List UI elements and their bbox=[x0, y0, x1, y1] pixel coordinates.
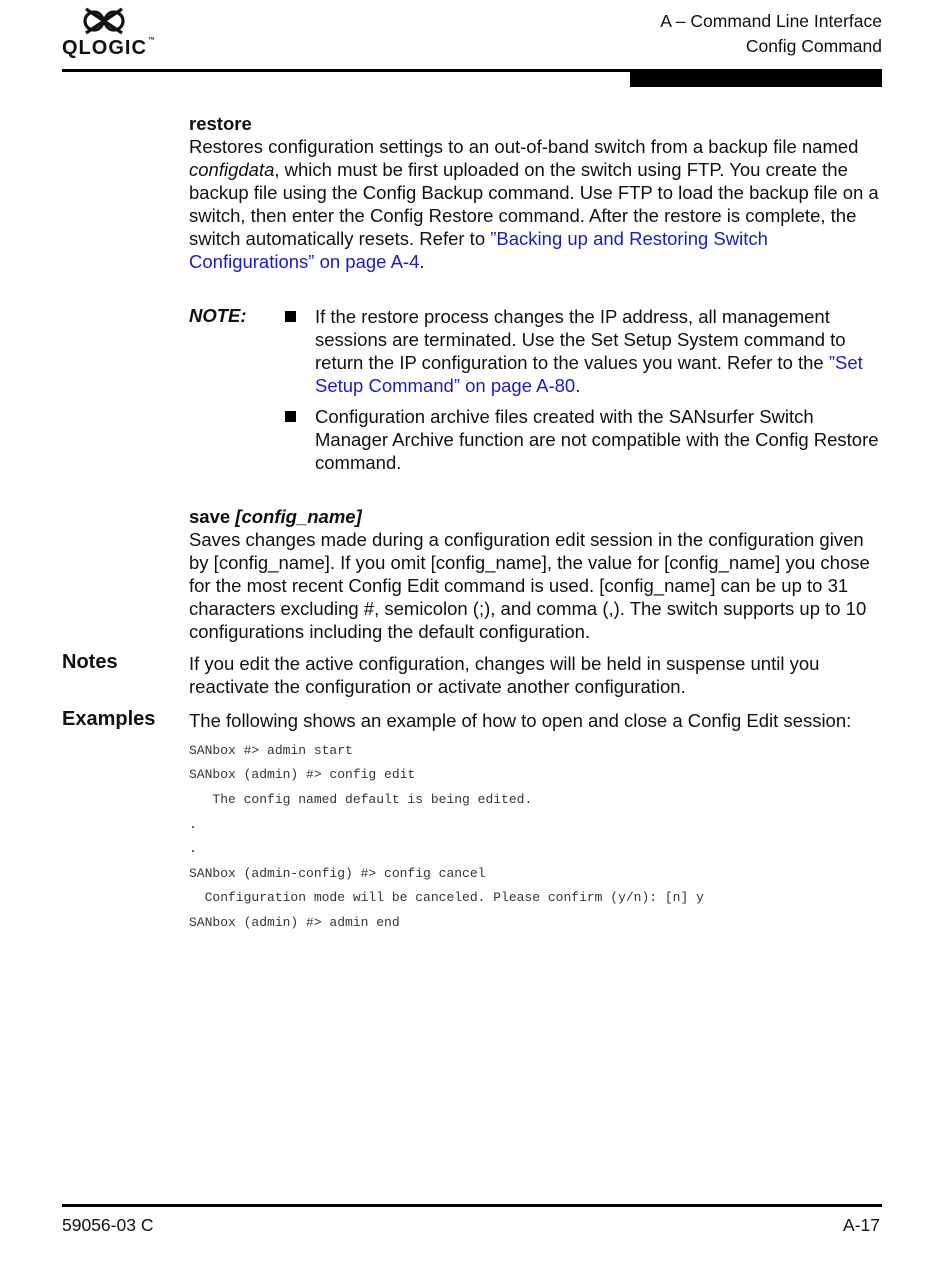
save-description: Saves changes made during a configuration edit session in the configuration given by [config_name]. If you omit [config_name], the value for [config_name] you chose for the most recent Config Edit command is used. [config_name] can be up to 31 characters excluding #, semicolon (;), and comma (,). The switch supports up to 10 configurations including the default configuration. bbox=[189, 529, 870, 642]
page-number: A-17 bbox=[843, 1215, 880, 1235]
header-section: Config Command bbox=[745, 36, 882, 56]
restore-section bbox=[189, 112, 882, 273]
qlogic-logo bbox=[62, 6, 156, 60]
note-bullet-2: Configuration archive files created with the SANsurfer Switch Manager Archive function are not compatible with the Config Restore command. bbox=[285, 405, 882, 474]
header-chapter: A – Command Line Interface bbox=[660, 11, 882, 31]
running-header bbox=[660, 9, 882, 59]
bullet-square-icon bbox=[285, 311, 296, 322]
code-line: SANbox (admin-config) #> config cancel bbox=[189, 866, 486, 881]
bullet-square-icon bbox=[285, 411, 296, 422]
notes-heading: Notes bbox=[62, 651, 118, 673]
qlogic-logo-icon bbox=[82, 7, 126, 35]
restore-description: Restores configuration settings to an out-of-band switch from a backup file named configdata, which must be first uploaded on the switch using FTP. You create the backup file using the Config Backup command. Use FTP to load the backup file on a switch, then enter the Config Restore command. After the restore is complete, the switch automatically resets. Refer to ”Backing up and Restoring Switch Configurations” on page A-4. bbox=[189, 136, 879, 272]
note-bullet-1: If the restore process changes the IP address, all management sessions are terminated. Use the Set Setup System command to return the IP configuration to the values you want. Refer to the ”Set Setup Command” on page A-80. bbox=[285, 305, 882, 397]
examples-heading: Examples bbox=[62, 708, 156, 730]
code-line: . bbox=[189, 817, 197, 832]
save-term: save [config_name] bbox=[189, 506, 362, 527]
set-setup-link[interactable]: ”Set Setup Command” on page A-80 bbox=[315, 352, 863, 396]
code-line: The config named default is being edited. bbox=[189, 792, 533, 807]
code-line: SANbox (admin) #> admin end bbox=[189, 915, 400, 930]
header-bar bbox=[630, 72, 882, 87]
code-line: SANbox #> admin start bbox=[189, 743, 353, 758]
note-label: NOTE: bbox=[189, 305, 247, 326]
save-section bbox=[189, 505, 882, 643]
document-number: 59056-03 C bbox=[62, 1215, 154, 1235]
code-line: . bbox=[189, 841, 197, 856]
logo-wordmark: QLOGIC™ bbox=[62, 37, 156, 59]
notes-text: If you edit the active configuration, changes will be held in suspense until you reactivate the configuration or activate another configuration. bbox=[189, 653, 820, 697]
backup-restore-link[interactable]: ”Backing up and Restoring Switch Configurations” on page A-4 bbox=[189, 228, 768, 272]
code-line: Configuration mode will be canceled. Please confirm (y/n): [n] y bbox=[189, 890, 704, 905]
restore-term: restore bbox=[189, 113, 252, 134]
examples-text: The following shows an example of how to open and close a Config Edit session: bbox=[189, 710, 852, 731]
footer-rule bbox=[62, 1204, 882, 1207]
code-line: SANbox (admin) #> config edit bbox=[189, 767, 416, 782]
